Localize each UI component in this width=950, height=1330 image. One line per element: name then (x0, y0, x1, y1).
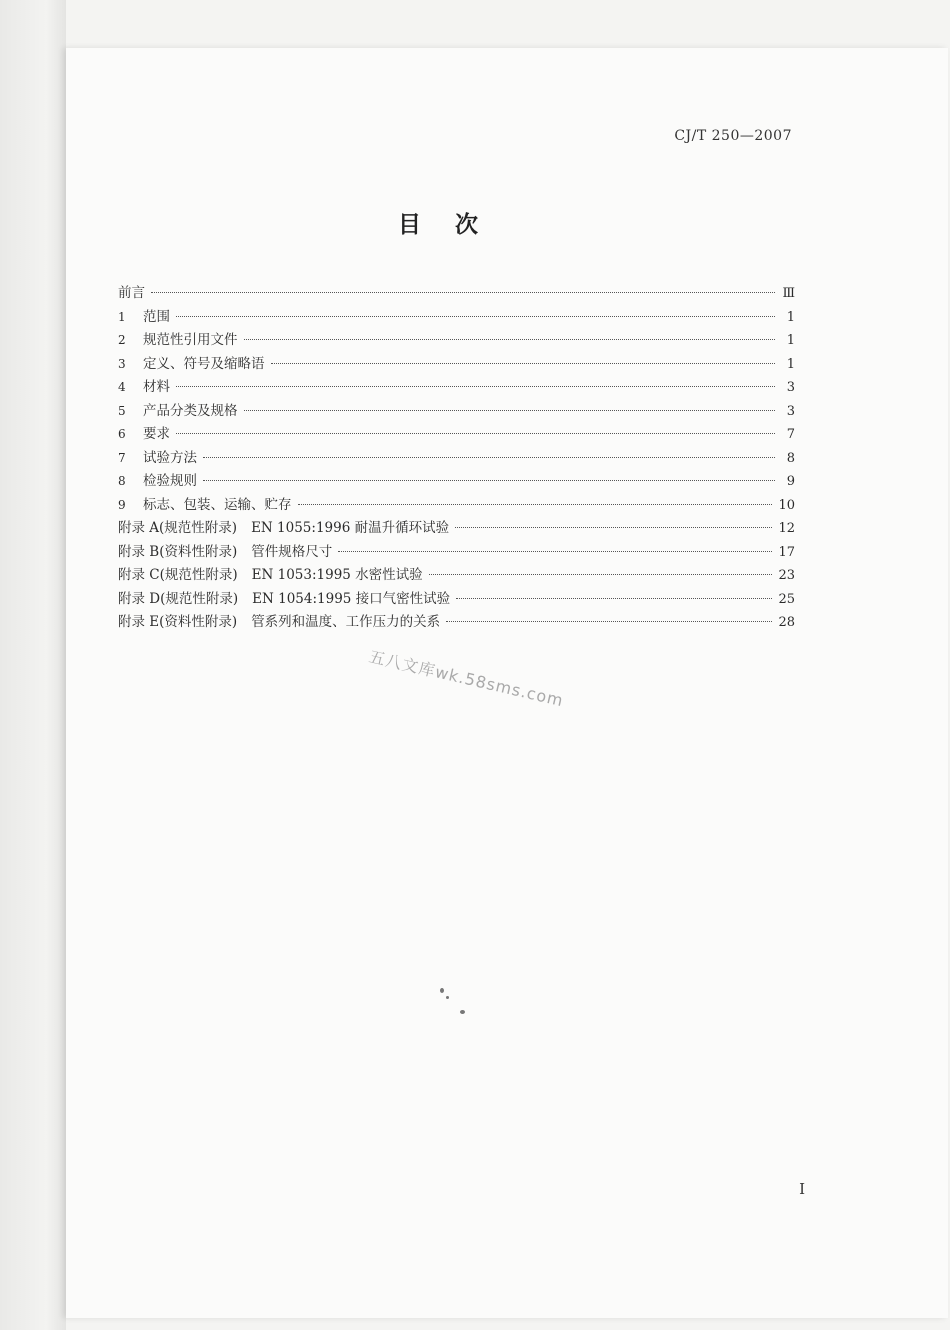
toc-entry-page: 1 (786, 333, 795, 348)
document-code: CJ/T 250—2007 (674, 128, 792, 144)
toc-entry-number: 4 (118, 380, 126, 394)
page-number: I (799, 1180, 805, 1198)
toc-dot-leader (298, 504, 773, 505)
toc-title: 目次 (398, 211, 512, 238)
toc-entry-appendix-prefix: 附录 B(资料性附录) (118, 543, 238, 560)
toc-entry-label: 管件规格尺寸 (251, 543, 333, 560)
toc-dot-leader (203, 457, 775, 458)
toc-entry (118, 399, 795, 423)
toc-entry-number: 6 (118, 427, 126, 441)
toc-dot-leader (455, 527, 772, 528)
toc-entry-label: 产品分类及规格 (143, 402, 238, 419)
toc-entry-number: 8 (118, 474, 126, 488)
toc-entry (118, 446, 795, 470)
toc-dot-leader (446, 621, 772, 622)
toc-entry-label: EN 1055:1996 耐温升循环试验 (251, 520, 450, 536)
toc-entry-label: 规范性引用文件 (143, 332, 238, 348)
toc-entry-page: 1 (786, 356, 795, 372)
toc-entry-number: 5 (118, 403, 126, 418)
toc-entry-appendix-prefix: 附录 C(规范性附录) (118, 567, 238, 583)
toc-entry-number: 9 (118, 497, 126, 512)
scan-speck (460, 1010, 465, 1014)
toc-entry-label: 试验方法 (143, 449, 197, 466)
toc-entry (118, 422, 795, 446)
toc-entry-number: 7 (118, 450, 126, 465)
toc-entry (118, 352, 795, 376)
toc-entry-number: 2 (118, 333, 126, 347)
toc-entry-page: 1 (786, 309, 795, 325)
toc-entry-number: 1 (118, 309, 126, 324)
toc-entry-label: 定义、符号及缩略语 (143, 355, 265, 372)
toc-entry (118, 540, 795, 564)
toc-entry-label: 要求 (143, 426, 170, 442)
toc-dot-leader (176, 316, 775, 317)
toc-entry-page: 25 (778, 591, 795, 607)
toc-entry-page: 9 (786, 474, 795, 489)
toc-entry (118, 563, 795, 587)
toc-entry-label: 检验规则 (143, 473, 197, 489)
toc-entry-page: 3 (786, 380, 795, 395)
toc-entry-appendix-prefix: 附录 A(规范性附录) (118, 520, 238, 536)
toc-entry (118, 281, 795, 305)
toc-entry (118, 516, 795, 540)
toc-entry (118, 610, 795, 634)
toc-entry-appendix-prefix: 附录 D(规范性附录) (118, 590, 239, 607)
toc-dot-leader (456, 598, 772, 599)
toc-entry-label: 管系列和温度、工作压力的关系 (251, 614, 441, 630)
toc-dot-leader (338, 551, 772, 552)
toc-entry (118, 469, 795, 493)
toc-entry-page: Ⅲ (782, 286, 795, 301)
toc-list (118, 281, 795, 634)
toc-entry-label: 范围 (143, 308, 170, 325)
watermark-text: 五八文库wk.58sms.com (367, 646, 566, 711)
toc-entry (118, 587, 795, 611)
toc-entry-label: 材料 (143, 379, 170, 395)
toc-entry-appendix-prefix: 附录 E(资料性附录) (118, 614, 238, 630)
toc-entry-label: EN 1053:1995 水密性试验 (251, 567, 423, 583)
toc-entry-label: EN 1054:1995 接口气密性试验 (252, 590, 451, 607)
scan-speck (440, 988, 444, 993)
scan-speck (446, 996, 449, 999)
toc-dot-leader (244, 410, 776, 411)
toc-dot-leader (176, 386, 775, 387)
toc-entry-page: 23 (778, 568, 795, 583)
toc-entry-label: 标志、包装、运输、贮存 (143, 496, 292, 513)
toc-entry (118, 493, 795, 517)
toc-dot-leader (244, 339, 776, 340)
toc-entry (118, 328, 795, 352)
toc-entry (118, 375, 795, 399)
toc-entry (118, 305, 795, 329)
toc-dot-leader (271, 363, 776, 364)
toc-entry-label: 前言 (118, 285, 145, 301)
toc-dot-leader (203, 480, 775, 481)
toc-entry-page: 17 (778, 544, 795, 560)
left-page-fold (0, 0, 66, 1330)
toc-dot-leader (151, 292, 775, 293)
toc-entry-page: 8 (786, 450, 795, 466)
toc-dot-leader (429, 574, 773, 575)
toc-entry-page: 10 (778, 497, 795, 513)
toc-dot-leader (176, 433, 775, 434)
toc-entry-number: 3 (118, 356, 126, 371)
toc-entry-page: 7 (786, 427, 795, 442)
toc-entry-page: 12 (778, 521, 795, 536)
toc-entry-page: 28 (778, 615, 795, 630)
toc-entry-page: 3 (786, 403, 795, 419)
